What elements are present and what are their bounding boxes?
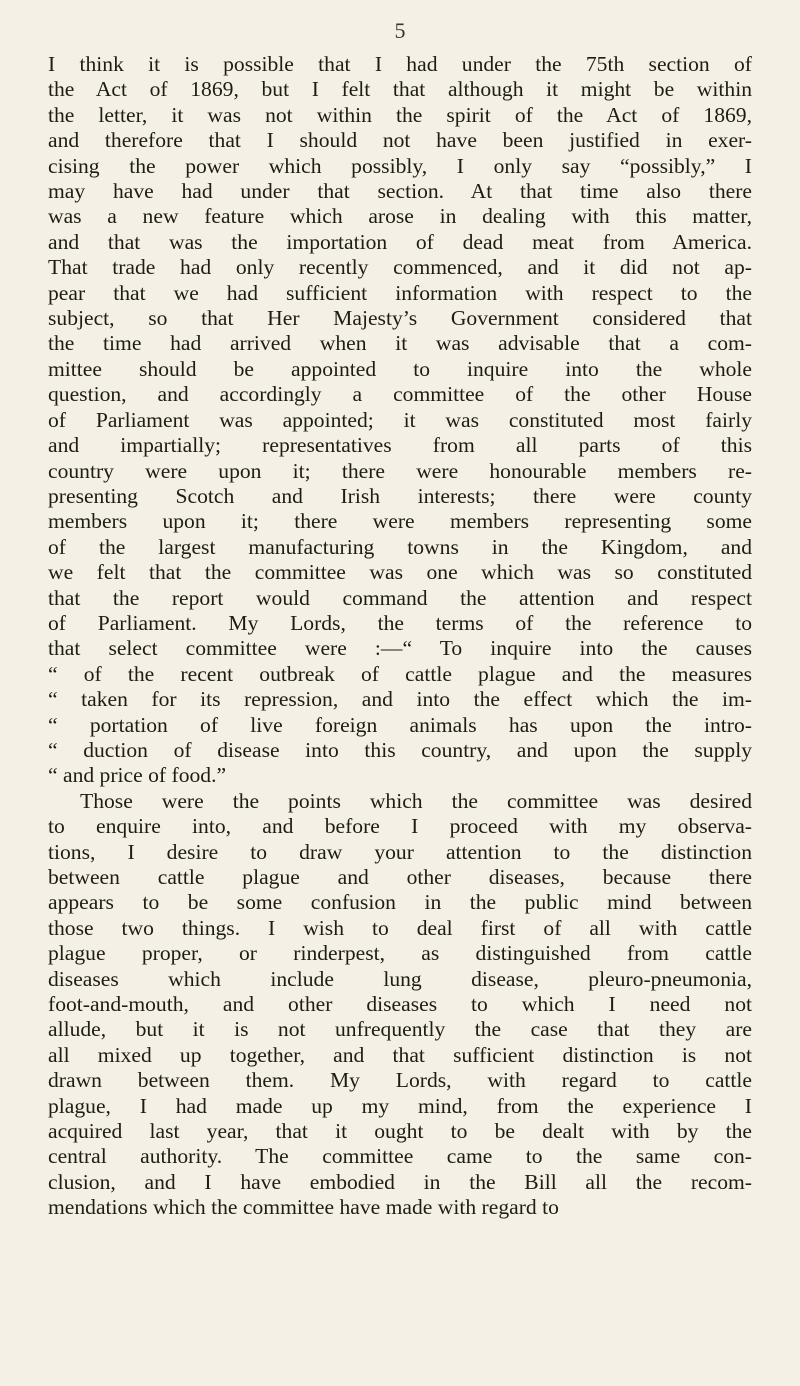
text-line: that select committee were :—“ To inquire into the causes: [48, 636, 752, 661]
text-line: “ duction of disease into this country, and upon the supply: [48, 737, 752, 762]
text-line: mendations which the committee have made with regard to: [48, 1195, 559, 1220]
text-line: of Parliament. My Lords, the terms of the reference to: [48, 610, 752, 635]
text-line: “ portation of live foreign animals has upon the intro-: [48, 712, 752, 737]
text-line: between cattle plague and other diseases, because there: [48, 865, 752, 889]
text-line: pear that we had sufficient information with respect to the: [48, 280, 752, 305]
text-line: plague proper, or rinderpest, as distinguished from cattle: [48, 941, 752, 966]
text-line: subject, so that Her Majesty’s Government considered that: [48, 306, 752, 331]
text-line: and impartially; representatives from all parts of this: [48, 433, 752, 458]
text-line: we felt that the committee was one which was so constituted: [48, 560, 752, 585]
text-line: “ of the recent outbreak of cattle plague and the measures: [48, 661, 752, 686]
text-line: Those were the points which the committee was desired: [80, 788, 752, 813]
text-line: central authority. The committee came to the same con-: [48, 1144, 752, 1169]
text-line: the Act of 1869, but I felt that although it might be within: [48, 77, 752, 102]
text-line: diseases which include lung disease, pleuro-pneumonia,: [48, 966, 752, 991]
text-line: the time had arrived when it was advisable that a com-: [48, 331, 752, 356]
page-number: 5: [394, 18, 406, 43]
text-line: and therefore that I should not have been justified in exer-: [48, 128, 752, 153]
text-line: appears to be some confusion in the public mind between: [48, 890, 752, 915]
text-line: “ and price of food.”: [48, 763, 227, 788]
text-line: those two things. I wish to deal first of all with cattle: [48, 915, 752, 940]
text-line: question, and accordingly a committee of the other House: [48, 382, 752, 407]
text-line: I think it is possible that I had under the 75th section of: [48, 52, 752, 76]
text-line: country were upon it; there were honourable members re-: [48, 458, 752, 483]
text-line: acquired last year, that it ought to be dealt with by the: [48, 1119, 752, 1144]
text-line: was a new feature which arose in dealing with this matter,: [48, 204, 752, 229]
text-line: drawn between them. My Lords, with regard to cattle: [48, 1068, 752, 1093]
text-line: the letter, it was not within the spirit of the Act of 1869,: [48, 102, 752, 127]
text-line: may have had under that section. At that time also there: [48, 179, 752, 204]
text-line: plague, I had made up my mind, from the experience I: [48, 1093, 752, 1118]
text-line: all mixed up together, and that sufficient distinction is not: [48, 1042, 752, 1067]
text-line: cising the power which possibly, I only say “possibly,” I: [48, 153, 752, 178]
text-line: tions, I desire to draw your attention to the distinction: [48, 839, 752, 864]
text-line: foot-and-mouth, and other diseases to which I need not: [48, 992, 752, 1017]
text-line: mittee should be appointed to inquire into the whole: [48, 356, 752, 381]
text-line: allude, but it is not unfrequently the case that they are: [48, 1017, 752, 1042]
body-text: [48, 52, 752, 1221]
text-line: that the report would command the attention and respect: [48, 585, 752, 610]
text-line: of Parliament was appointed; it was constituted most fairly: [48, 407, 752, 432]
text-line: clusion, and I have embodied in the Bill all the recom-: [48, 1169, 752, 1194]
text-line: and that was the importation of dead meat from America.: [48, 229, 752, 254]
text-line: to enquire into, and before I proceed with my observa-: [48, 814, 752, 839]
text-line: That trade had only recently commenced, and it did not ap-: [48, 255, 752, 280]
text-line: “ taken for its repression, and into the effect which the im-: [48, 687, 752, 712]
text-line: of the largest manufacturing towns in the Kingdom, and: [48, 534, 752, 559]
text-line: presenting Scotch and Irish interests; there were county: [48, 483, 752, 508]
text-line: members upon it; there were members representing some: [48, 509, 752, 534]
